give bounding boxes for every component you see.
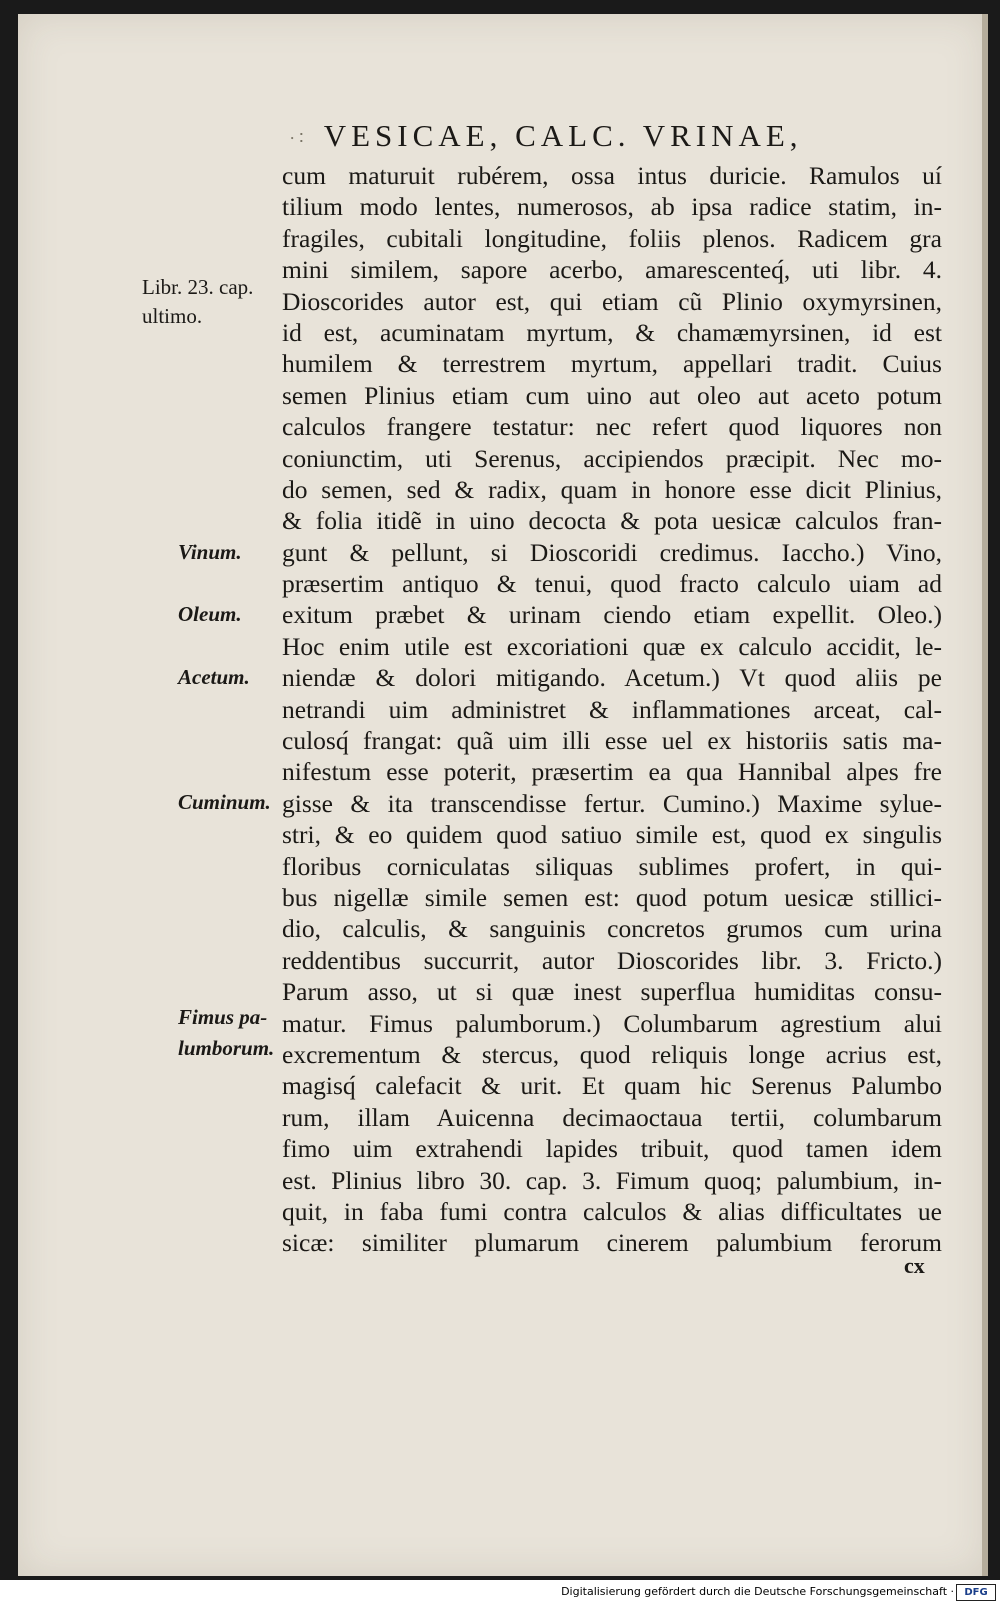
page-edge (982, 14, 988, 1576)
text-line: calculos frangere testatur: nec refert quod liquores non (282, 412, 942, 442)
text-line: semen Plinius etiam cum uino aut oleo aut aceto potum (282, 380, 942, 410)
margin-note-fimus-cont: lumborum. (178, 1036, 275, 1060)
text-line: niendæ & dolori mitigando. Acetum.) Vt quod aliis pe (282, 663, 942, 693)
text-line: præsertim antiquo & tenui, quod fracto calculo uiam ad (282, 569, 942, 599)
text-line: Hoc enim utile est excoriationi quæ ex calculo accidit, le- (282, 631, 942, 661)
text-line: mini similem, sapore acerbo, amarescenteq́, uti libr. 4. (282, 255, 942, 285)
text-line: Parum asso, ut si quæ inest superflua humiditas consu- (282, 977, 942, 1007)
text-line: fimo uim extrahendi lapides tribuit, quod tamen idem (282, 1134, 942, 1164)
text-line: quit, in faba fumi contra calculos & alias difficultates ue (282, 1196, 942, 1226)
text-line: gisse & ita transcendisse fertur. Cumino.) Maxime sylue- (282, 788, 942, 818)
margin-note-acetum: Acetum. (178, 665, 250, 689)
text-line: & folia itidẽ in uino decocta & pota uesicæ calculos fran- (282, 506, 942, 536)
running-head-title: VESICAE, CALC. VRINAE, (323, 118, 803, 153)
text-line: coniunctim, uti Serenus, accipiendos præcipit. Nec mo- (282, 443, 942, 473)
text-line: do semen, sed & radix, quam in honore esse dicit Plinius, (282, 474, 942, 504)
text-line: fragiles, cubitali longitudine, foliis plenos. Radicem gra (282, 223, 942, 253)
body-text (282, 160, 942, 1259)
text-line: humilem & terrestrem myrtum, appellari tradit. Cuius (282, 349, 942, 379)
text-line: Dioscorides autor est, qui etiam cũ Plinio oxymyrsinen, (282, 286, 942, 316)
text-line: stri, & eo quidem quod satiuo simile est, quod ex singulis (282, 820, 942, 850)
text-line: exitum præbet & urinam ciendo etiam expellit. Oleo.) (282, 600, 942, 630)
text-line: sicæ: similiter plumarum cinerem palumbium ferorum (282, 1228, 942, 1258)
text-line: bus nigellæ simile semen est: quod potum uesicæ stillici- (282, 882, 942, 912)
text-line: matur. Fimus palumborum.) Columbarum agrestium alui (282, 1008, 942, 1038)
text-line: culosq́ frangat: quã uim illi esse uel ex historiis satis ma- (282, 726, 942, 756)
text-line: floribus corniculatas siliquas sublimes profert, in qui- (282, 851, 942, 881)
text-line: dio, calculis, & sanguinis concretos grumos cum urina (282, 914, 942, 944)
text-line: est. Plinius libro 30. cap. 3. Fimum quoq; palumbium, in- (282, 1165, 942, 1195)
text-line: nifestum esse poterit, præsertim ea qua Hannibal alpes fre (282, 757, 942, 787)
margin-note-oleum: Oleum. (178, 602, 242, 626)
text-line: magisq́ calefacit & urit. Et quam hic Serenus Palumbo (282, 1071, 942, 1101)
text-line: rum, illam Auicenna decimaoctaua tertii, columbarum (282, 1102, 942, 1132)
margin-note-fimus: Fimus pa- (178, 1005, 268, 1029)
margin-note-cuminum: Cuminum. (178, 790, 271, 814)
text-line: netrandi uim administret & inflammationes arceat, cal- (282, 694, 942, 724)
margin-note-vinum: Vinum. (178, 540, 242, 564)
text-line: excrementum & stercus, quod reliquis longe acrius est, (282, 1039, 942, 1069)
text-line: cum maturuit rubérem, ossa intus duricie. Ramulos uí (282, 161, 942, 190)
running-head (290, 118, 910, 158)
text-line: tilium modo lentes, numerosos, ab ipsa radice statim, in- (282, 192, 942, 222)
text-line: gunt & pellunt, si Dioscoridi credimus. Iaccho.) Vino, (282, 537, 942, 567)
text-line: reddentibus succurrit, autor Dioscorides libr. 3. Fricto.) (282, 945, 942, 975)
text-line: id est, acuminatam myrtum, & chamæmyrsinen, id est (282, 317, 942, 347)
margin-note-reference: Libr. 23. cap. (142, 275, 254, 299)
head-ornament: ∙ ∶ (290, 128, 304, 149)
dfg-logo: DFG (956, 1584, 996, 1601)
margin-note-reference-cont: ultimo. (142, 304, 203, 328)
catchword: cx (904, 1253, 925, 1278)
digitization-footer (0, 1580, 1000, 1604)
footer-credit: Digitalisierung gefördert durch die Deutsche Forschungsgemeinschaft · (561, 1585, 954, 1598)
